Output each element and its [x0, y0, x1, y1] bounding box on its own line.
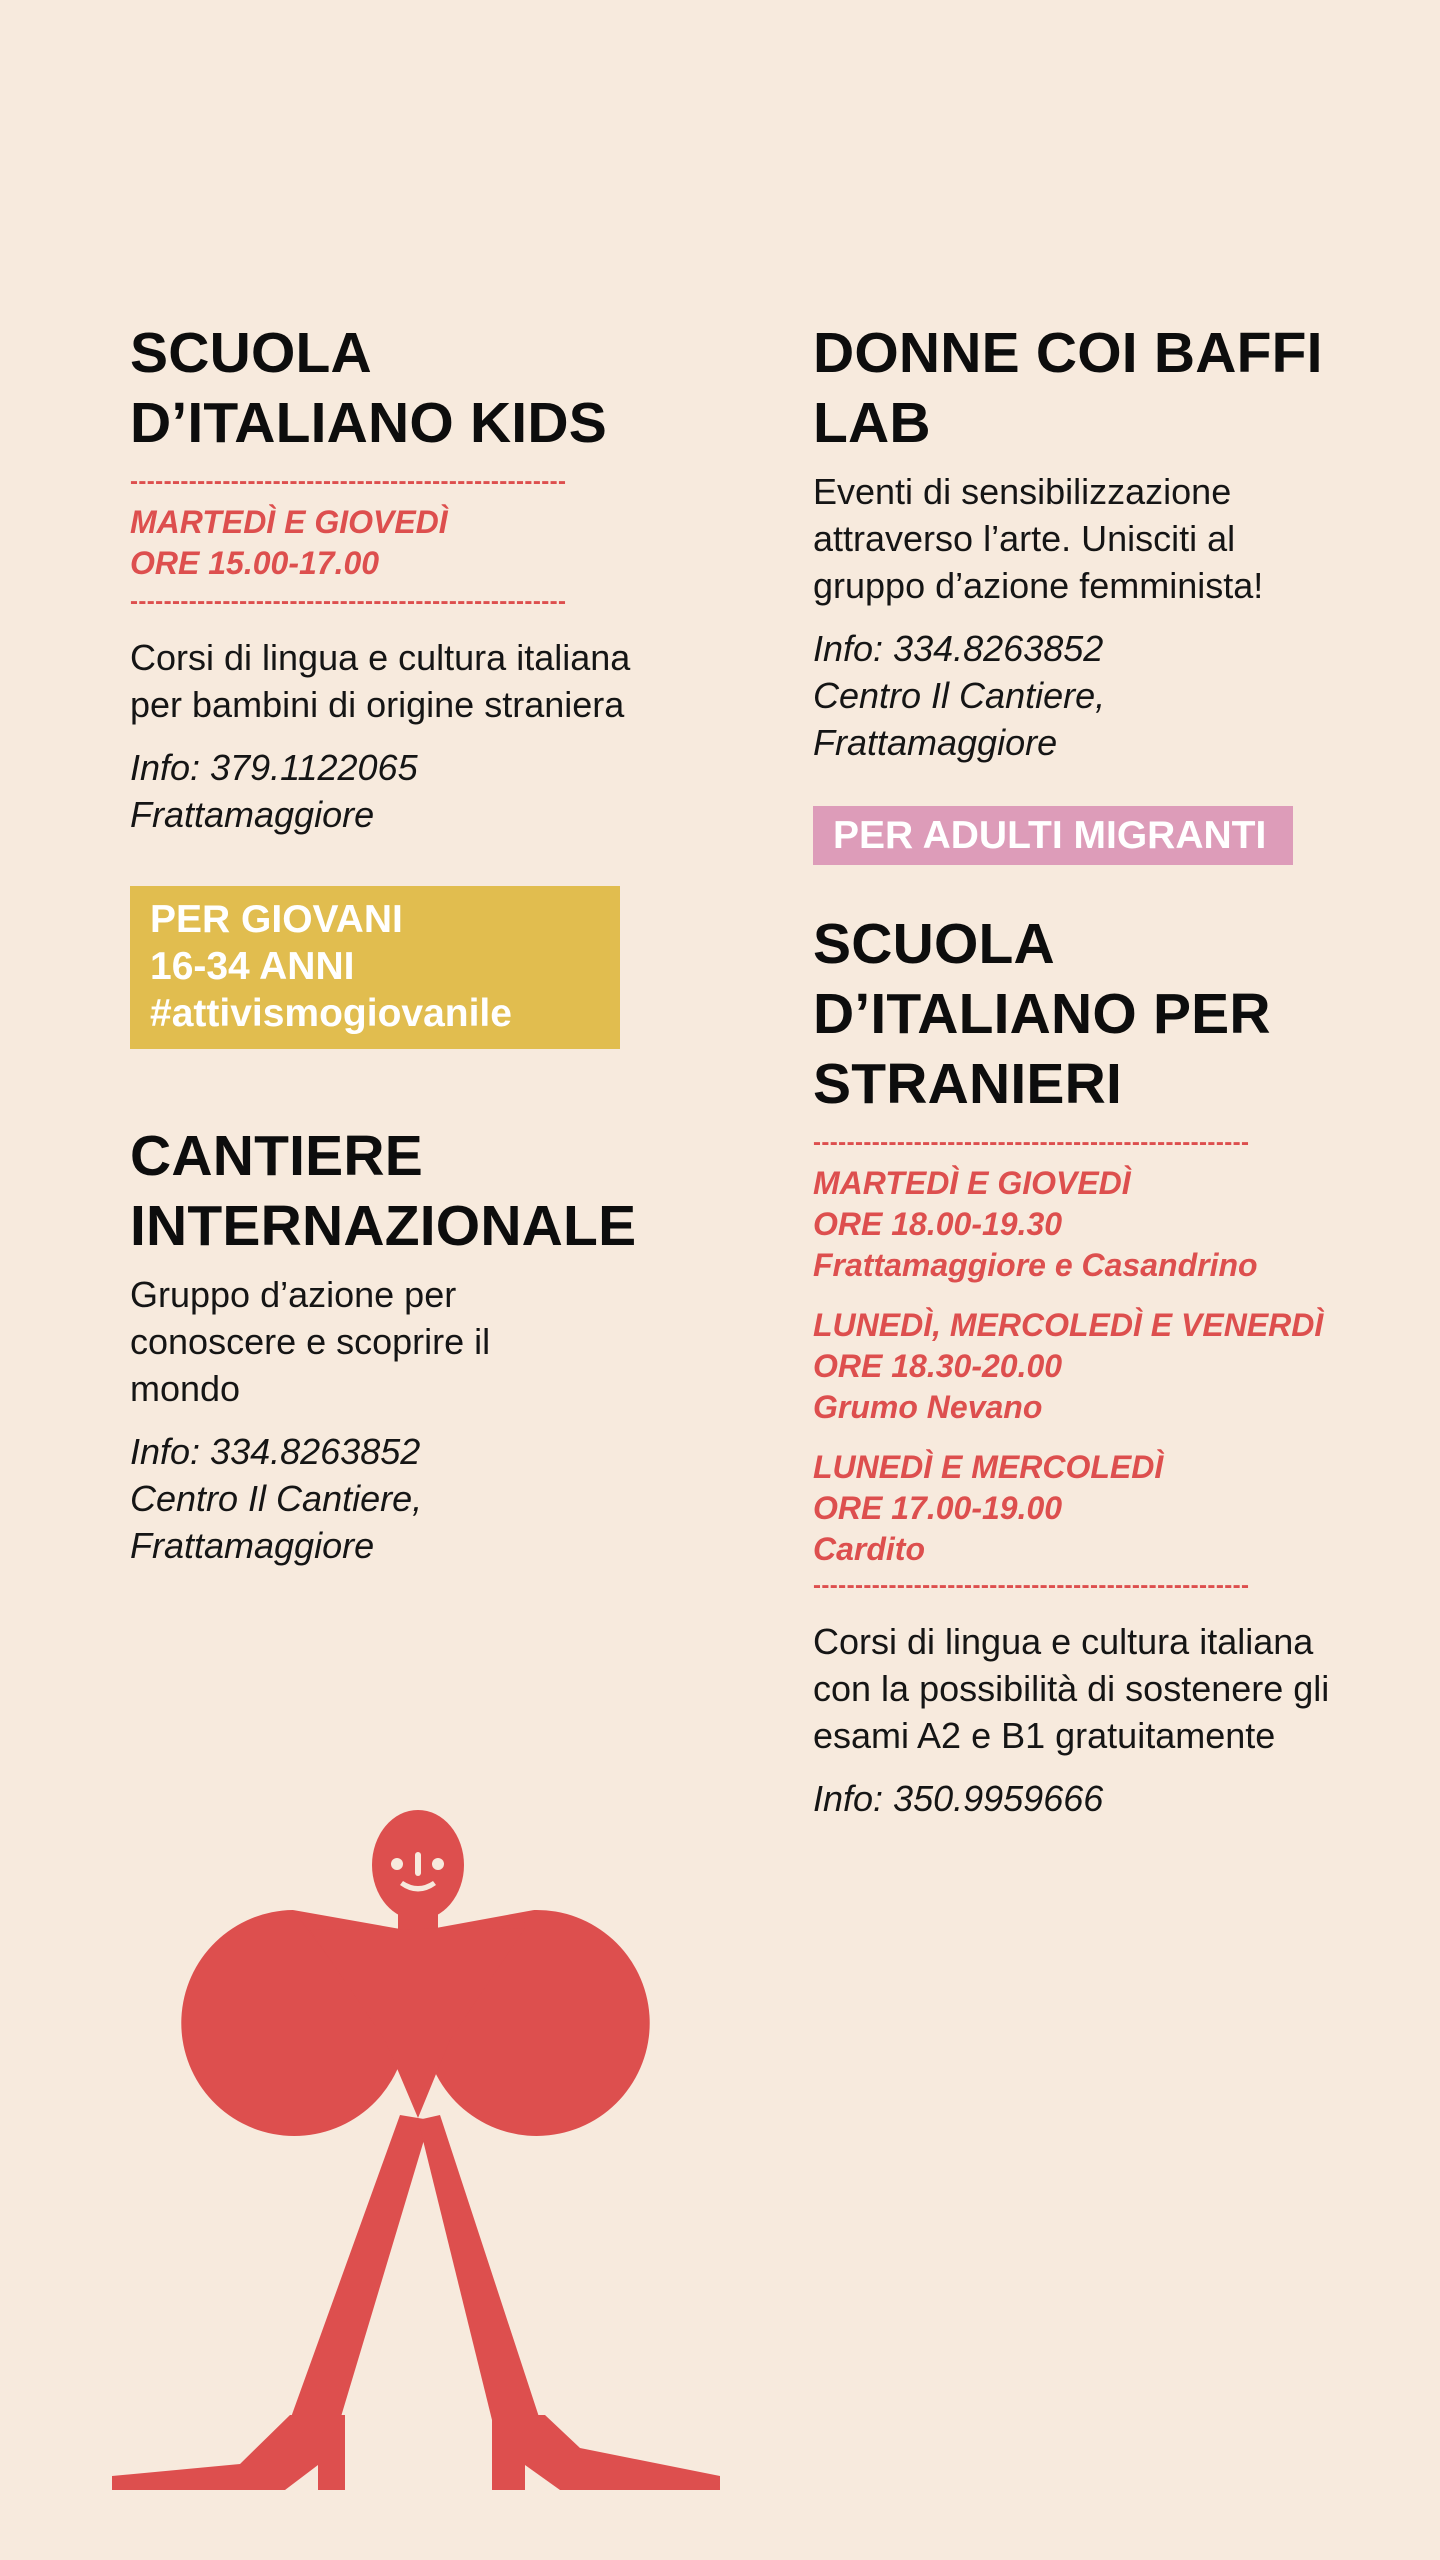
cantiere-section	[130, 1121, 650, 1569]
kids-days: MARTEDÌ E GIOVEDÌ	[130, 504, 448, 540]
stranieri-section	[813, 909, 1353, 1822]
left-column	[130, 318, 650, 1569]
schedule-block	[813, 1163, 1353, 1286]
kids-title: SCUOLA D’ITALIANO KIDS	[130, 321, 607, 455]
youth-tag-line: PER GIOVANI	[150, 898, 403, 941]
migrants-tag: PER ADULTI MIGRANTI	[813, 806, 1293, 865]
cantiere-title: CANTIERE INTERNAZIONALE	[130, 1124, 637, 1258]
cantiere-venue: Centro Il Cantiere,	[130, 1478, 423, 1519]
youth-tag-line: 16-34 ANNI	[150, 945, 355, 988]
schedule-hours: ORE 17.00-19.00	[813, 1490, 1063, 1526]
schedule-hours: ORE 18.00-19.30	[813, 1206, 1063, 1242]
schedule-block	[813, 1447, 1353, 1570]
kids-hours: ORE 15.00-17.00	[130, 545, 380, 581]
cantiere-description: Gruppo d’azione per conoscere e scoprire il mondo	[130, 1274, 491, 1409]
kids-location: Frattamaggiore	[130, 794, 375, 835]
stranieri-description: Corsi di lingua e cultura italiana con la possibilità di sostenere gli esami A2 e B1 gratuitamente	[813, 1621, 1330, 1756]
divider-top: ----------------------------------------------------	[130, 470, 567, 494]
cantiere-info	[130, 1428, 650, 1569]
cantiere-location: Frattamaggiore	[130, 1525, 375, 1566]
schedule-block	[813, 1305, 1353, 1428]
youth-tag	[130, 886, 620, 1049]
cantiere-phone: Info: 334.8263852	[130, 1431, 421, 1472]
stranieri-title: SCUOLA D’ITALIANO PER STRANIERI	[813, 912, 1271, 1116]
divider-bottom: ----------------------------------------------------	[813, 1574, 1250, 1598]
divider-bottom: ----------------------------------------------------	[130, 590, 567, 614]
red-figure-illustration	[100, 1800, 740, 2520]
right-column	[813, 318, 1353, 1822]
kids-schedule	[130, 502, 650, 584]
donne-info	[813, 625, 1353, 766]
donne-location: Frattamaggiore	[813, 722, 1058, 763]
donne-title: DONNE COI BAFFI LAB	[813, 321, 1323, 455]
kids-section	[130, 318, 650, 838]
kids-description: Corsi di lingua e cultura italiana per bambini di origine straniera	[130, 637, 631, 725]
divider-top: ----------------------------------------------------	[813, 1131, 1250, 1155]
schedule-place: Frattamaggiore e Casandrino	[813, 1247, 1258, 1283]
donne-section	[813, 318, 1353, 766]
kids-info	[130, 744, 650, 838]
schedule-place: Grumo Nevano	[813, 1389, 1043, 1425]
schedule-days: LUNEDÌ, MERCOLEDÌ E VENERDÌ	[813, 1307, 1324, 1343]
donne-description: Eventi di sensibilizzazione attraverso l’arte. Unisciti al gruppo d’azione femminista!	[813, 471, 1264, 606]
stranieri-info: Info: 350.9959666	[813, 1778, 1104, 1819]
schedule-place: Cardito	[813, 1531, 925, 1567]
kids-phone: Info: 379.1122065	[130, 747, 418, 788]
stranieri-schedules	[813, 1163, 1353, 1570]
donne-phone: Info: 334.8263852	[813, 628, 1104, 669]
donne-venue: Centro Il Cantiere,	[813, 675, 1106, 716]
schedule-days: MARTEDÌ E GIOVEDÌ	[813, 1165, 1131, 1201]
schedule-days: LUNEDÌ E MERCOLEDÌ	[813, 1449, 1164, 1485]
schedule-hours: ORE 18.30-20.00	[813, 1348, 1063, 1384]
youth-tag-hashtag: #attivismogiovanile	[150, 992, 512, 1035]
